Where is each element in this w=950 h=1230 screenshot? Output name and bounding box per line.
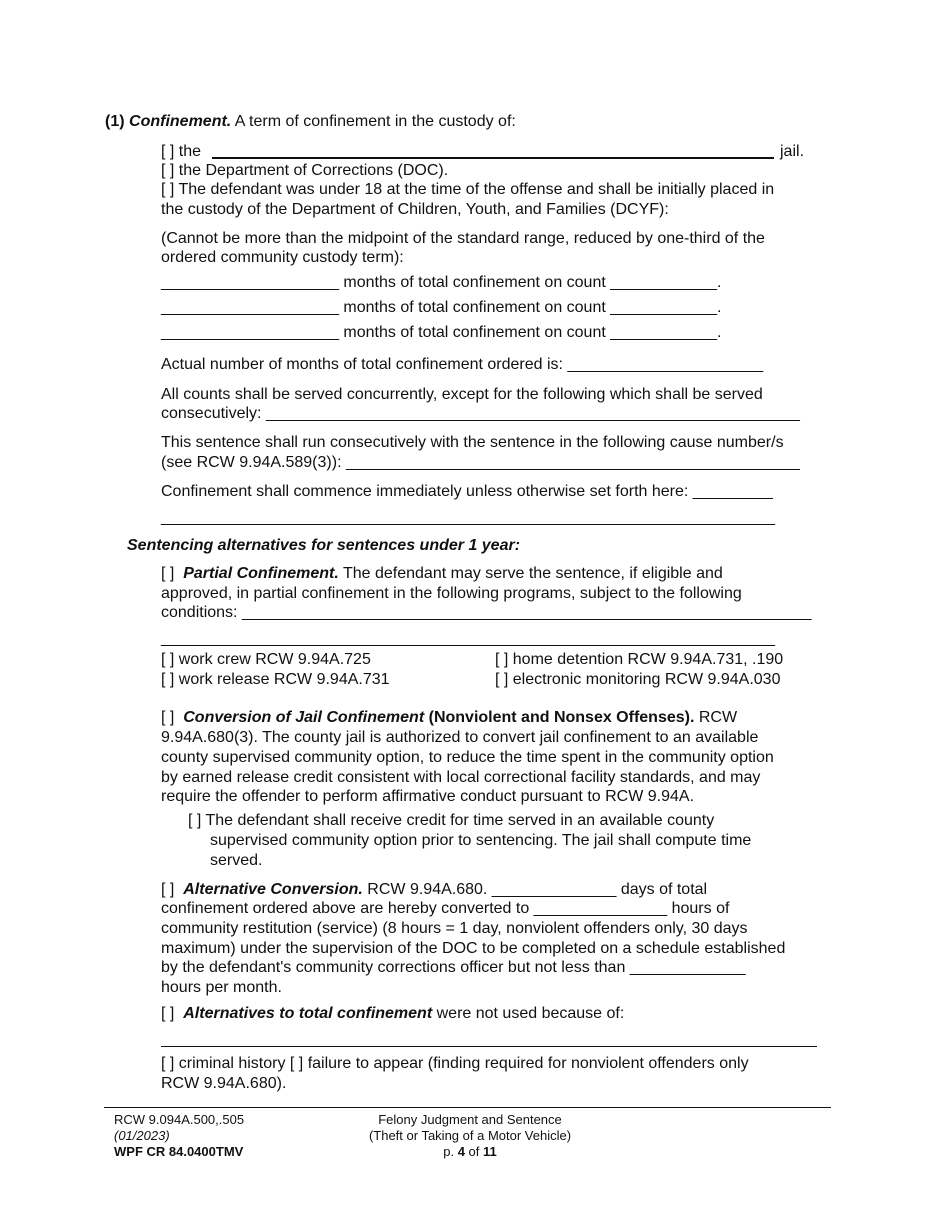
- partial-confinement-line2: approved, in partial confinement in the following programs, subject to the following: [161, 585, 742, 602]
- section-1-heading: [105, 112, 516, 132]
- jail-option-suffix: jail.: [780, 143, 805, 160]
- alt-conversion-days-field[interactable]: RCW 9.94A.680. ______________ days of total: [367, 881, 708, 898]
- concurrent-text: All counts shall be served concurrently, except for the following which shall be served: [161, 386, 763, 403]
- conversion-line4: by earned release credit consistent with local correctional facility standards, and may: [161, 769, 761, 786]
- not-used-reasons[interactable]: [ ] criminal history [ ] failure to appear (finding required for nonviolent offenders only: [161, 1055, 749, 1072]
- partial-confinement-text: The defendant may serve the sentence, if eligible and: [342, 565, 723, 582]
- commence-field-cont[interactable]: _____________________________________________________________________: [161, 509, 775, 526]
- not-used-line1: [161, 1004, 624, 1024]
- alt-conversion-monthly-field[interactable]: by the defendant's community corrections officer but not less than _____________: [161, 959, 746, 976]
- electronic-monitoring-checkbox[interactable]: [ ] electronic monitoring RCW 9.94A.030: [495, 671, 781, 688]
- footer-date: (01/2023): [114, 1128, 170, 1143]
- partial-conditions-field-cont[interactable]: _____________________________________________________________________: [161, 630, 775, 647]
- partial-confinement-line1: [161, 564, 723, 584]
- alt-conversion-hours-field[interactable]: confinement ordered above are hereby converted to _______________ hours of: [161, 900, 730, 917]
- count-row-2[interactable]: ____________________ months of total confinement on count ____________.: [161, 299, 722, 316]
- credit-served-text: supervised community option prior to sentencing. The jail shall compute time: [210, 832, 752, 849]
- alt-conversion-line3: community restitution (service) (8 hours = 1 day, nonviolent offenders only, 30 days: [161, 920, 748, 937]
- alt-conversion-line1: [161, 880, 707, 900]
- conversion-line3: county supervised community option, to reduce the time spent in the community option: [161, 749, 774, 766]
- alt-conversion-title: Alternative Conversion.: [183, 881, 363, 898]
- actual-months-field[interactable]: Actual number of months of total confinement ordered is: ______________________: [161, 356, 764, 373]
- conversion-line1: [161, 708, 737, 728]
- doc-option-checkbox[interactable]: [ ] the Department of Corrections (DOC).: [161, 162, 449, 179]
- not-used-title: Alternatives to total confinement: [183, 1005, 433, 1022]
- section-number: (1): [105, 113, 125, 130]
- cause-numbers-field[interactable]: (see RCW 9.94A.589(3)): ___________________________________________________: [161, 454, 800, 471]
- dcyf-option-checkbox[interactable]: [ ] The defendant was under 18 at the time of the offense and shall be initially placed in: [161, 181, 775, 198]
- alt-conversion-checkbox[interactable]: [ ]: [161, 881, 175, 898]
- page-current: 4: [457, 1144, 465, 1159]
- footer-subtitle: (Theft or Taking of a Motor Vehicle): [368, 1128, 572, 1143]
- partial-conditions-field[interactable]: conditions: ________________________________________________________________: [161, 604, 812, 621]
- page-of: of: [468, 1144, 480, 1159]
- alt-conversion-line6: hours per month.: [161, 979, 282, 996]
- work-release-checkbox[interactable]: [ ] work release RCW 9.94A.731: [161, 671, 390, 688]
- footer-rule: [104, 1107, 831, 1108]
- credit-served-checkbox[interactable]: [ ] The defendant shall receive credit for time served in an available county: [188, 812, 715, 829]
- section-title: Confinement.: [129, 113, 232, 130]
- home-detention-checkbox[interactable]: [ ] home detention RCW 9.94A.731, .190: [495, 651, 784, 668]
- commence-field[interactable]: Confinement shall commence immediately unless otherwise set forth here: _________: [161, 483, 773, 500]
- not-used-reasons-cont: RCW 9.94A.680).: [161, 1075, 287, 1092]
- page-total: 11: [483, 1144, 497, 1159]
- partial-confinement-checkbox[interactable]: [ ]: [161, 565, 175, 582]
- section-intro: A term of confinement in the custody of:: [234, 113, 516, 130]
- not-used-reason-field[interactable]: [161, 1046, 817, 1047]
- consecutive-cause-text: This sentence shall run consecutively with the sentence in the following cause number/s: [161, 434, 784, 451]
- footer-page-number: [340, 1144, 600, 1160]
- count-row-3[interactable]: ____________________ months of total confinement on count ____________.: [161, 324, 722, 341]
- conversion-subtitle: (Nonviolent and Nonsex Offenses).: [428, 709, 695, 726]
- count-row-1[interactable]: ____________________ months of total confinement on count ____________.: [161, 274, 722, 291]
- conversion-line2: 9.94A.680(3). The county jail is authorized to convert jail confinement to an available: [161, 729, 759, 746]
- work-crew-checkbox[interactable]: [ ] work crew RCW 9.94A.725: [161, 651, 371, 668]
- footer-rcw: RCW 9.094A.500,.505: [114, 1112, 245, 1127]
- footer-form-id: WPF CR 84.0400TMV: [114, 1144, 244, 1159]
- jail-option-checkbox[interactable]: [ ] the: [161, 143, 202, 160]
- page-prefix: p.: [443, 1144, 455, 1159]
- alt-conversion-line4: maximum) under the supervision of the DOC to be completed on a schedule established: [161, 940, 786, 957]
- conversion-line5: require the offender to perform affirmative conduct pursuant to RCW 9.94A.: [161, 788, 695, 805]
- not-used-tail: were not used because of:: [436, 1005, 625, 1022]
- not-used-checkbox[interactable]: [ ]: [161, 1005, 175, 1022]
- dcyf-option-text: the custody of the Department of Children, Youth, and Families (DCYF):: [161, 201, 669, 218]
- alternatives-heading: Sentencing alternatives for sentences under 1 year:: [127, 537, 521, 554]
- conversion-rcw: RCW: [698, 709, 738, 726]
- consecutive-counts-field[interactable]: consecutively: ____________________________________________________________: [161, 405, 800, 422]
- conversion-checkbox[interactable]: [ ]: [161, 709, 175, 726]
- midpoint-note-cont: ordered community custody term):: [161, 249, 404, 266]
- partial-confinement-title: Partial Confinement.: [183, 565, 339, 582]
- midpoint-note: (Cannot be more than the midpoint of the standard range, reduced by one-third of the: [161, 230, 765, 247]
- credit-served-text-cont: served.: [210, 852, 263, 869]
- jail-name-field[interactable]: [212, 157, 774, 159]
- conversion-title: Conversion of Jail Confinement: [183, 709, 425, 726]
- footer-title: Felony Judgment and Sentence: [378, 1112, 562, 1127]
